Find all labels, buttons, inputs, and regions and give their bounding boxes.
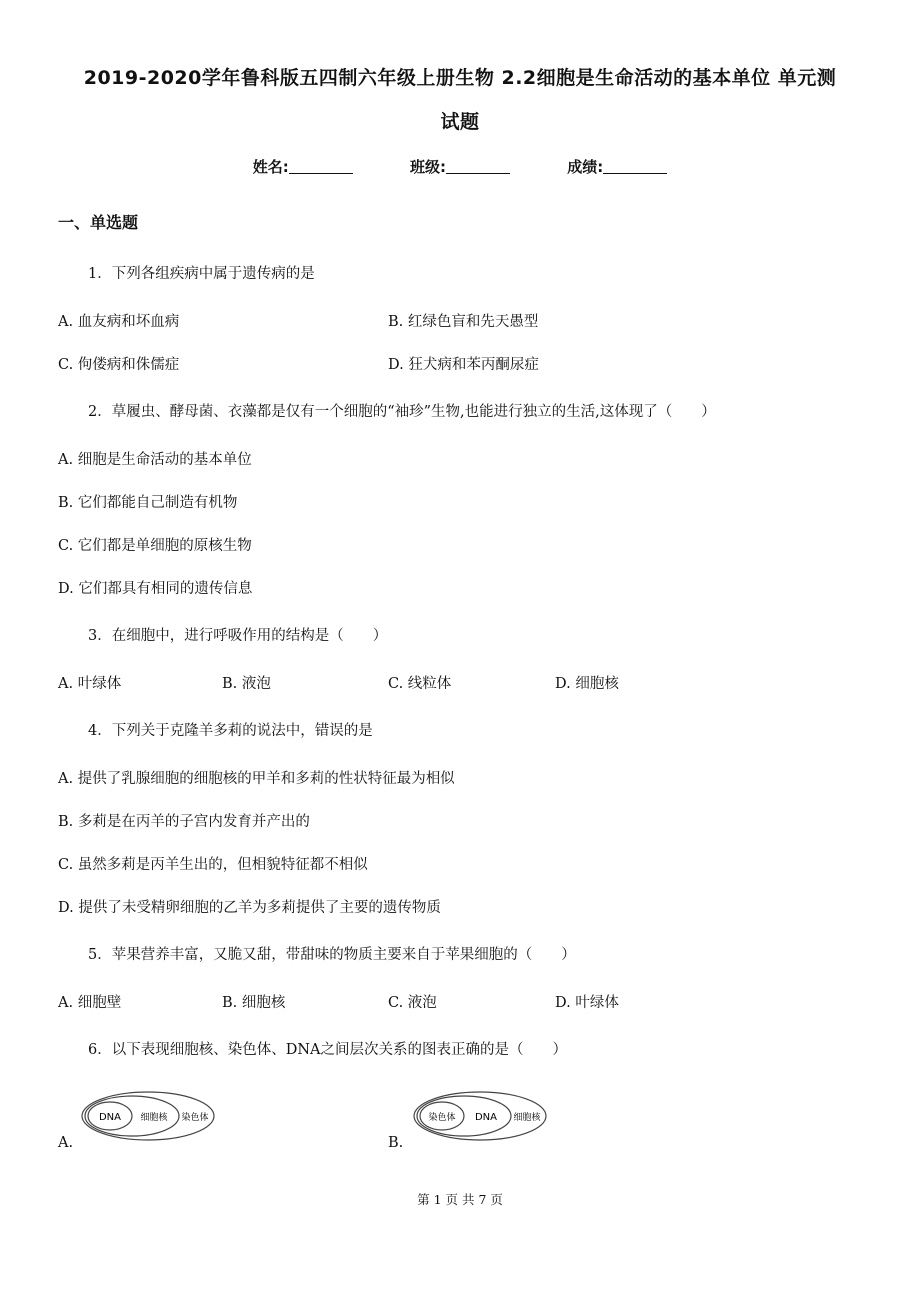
option-d: D. 提供了未受精卵细胞的乙羊为多莉提供了主要的遗传物质 bbox=[58, 900, 441, 916]
option-c: C. 线粒体 bbox=[388, 676, 452, 692]
name-field: 姓名: bbox=[253, 156, 353, 177]
class-blank[interactable] bbox=[446, 159, 510, 174]
option-d: D. 狂犬病和苯丙酮尿症 bbox=[388, 357, 539, 373]
option-a: A. 叶绿体 bbox=[58, 676, 122, 692]
option-c: C. 虽然多莉是丙羊生出的，但相貌特征都不相似 bbox=[58, 857, 368, 873]
question-stem: 3．在细胞中，进行呼吸作用的结构是（ ） bbox=[88, 628, 388, 644]
option-a: A. 细胞壁 bbox=[58, 995, 122, 1011]
document-title bbox=[40, 56, 880, 144]
diagram-a-middle-label: 细胞核 bbox=[140, 1113, 168, 1123]
question-stem: 1．下列各组疾病中属于遗传病的是 bbox=[88, 266, 315, 282]
score-field: 成绩: bbox=[567, 156, 667, 177]
diagram-option-b bbox=[412, 1088, 552, 1144]
title-line-2: 试题 bbox=[440, 111, 480, 133]
option-c: C. 它们都是单细胞的原核生物 bbox=[58, 538, 252, 554]
title-line-1: 2019-2020学年鲁科版五四制六年级上册生物 2.2细胞是生命活动的基本单位 单元测 bbox=[83, 67, 837, 89]
option-d: D. 叶绿体 bbox=[555, 995, 619, 1011]
option-d: D. 它们都具有相同的遗传信息 bbox=[58, 581, 253, 597]
option-b: B. 红绿色盲和先天愚型 bbox=[388, 314, 539, 330]
diagram-b-inner-label: 染色体 bbox=[428, 1113, 456, 1123]
question-stem: 5．苹果营养丰富，又脆又甜，带甜味的物质主要来自于苹果细胞的（ ） bbox=[88, 947, 576, 963]
option-a: A. 血友病和坏血病 bbox=[58, 314, 180, 330]
question-stem: 4．下列关于克隆羊多莉的说法中，错误的是 bbox=[88, 723, 373, 739]
score-blank[interactable] bbox=[603, 159, 667, 174]
option-c: C. 佝偻病和侏儒症 bbox=[58, 357, 180, 373]
option-b: B. 细胞核 bbox=[222, 995, 286, 1011]
section-heading: 一、单选题 bbox=[58, 213, 139, 232]
option-b: B. bbox=[388, 1135, 404, 1151]
diagram-b-outer-label: 细胞核 bbox=[513, 1113, 541, 1123]
diagram-a-outer-label: 染色体 bbox=[181, 1113, 209, 1123]
option-d: D. 细胞核 bbox=[555, 676, 619, 692]
question-stem: 6．以下表现细胞核、染色体、DNA之间层次关系的图表正确的是（ ） bbox=[88, 1042, 568, 1058]
diagram-b-middle-label: DNA bbox=[474, 1112, 498, 1123]
page-footer: 第 1 页 共 7 页 bbox=[417, 1192, 503, 1207]
option-b: B. 液泡 bbox=[222, 676, 271, 692]
option-c: C. 液泡 bbox=[388, 995, 437, 1011]
student-info-row bbox=[0, 156, 920, 177]
question-stem: 2．草履虫、酵母菌、衣藻都是仅有一个细胞的“袖珍”生物,也能进行独立的生活,这体现了（ ） bbox=[88, 404, 716, 420]
diagram-option-a bbox=[80, 1088, 220, 1144]
class-field: 班级: bbox=[410, 156, 510, 177]
option-a: A. bbox=[58, 1135, 74, 1151]
name-blank[interactable] bbox=[289, 159, 353, 174]
diagram-a-inner-label: DNA bbox=[98, 1112, 122, 1123]
option-b: B. 它们都能自己制造有机物 bbox=[58, 495, 238, 511]
option-a: A. 提供了乳腺细胞的细胞核的甲羊和多莉的性状特征最为相似 bbox=[58, 771, 455, 787]
option-a: A. 细胞是生命活动的基本单位 bbox=[58, 452, 252, 468]
option-b: B. 多莉是在丙羊的子宫内发育并产出的 bbox=[58, 814, 310, 830]
